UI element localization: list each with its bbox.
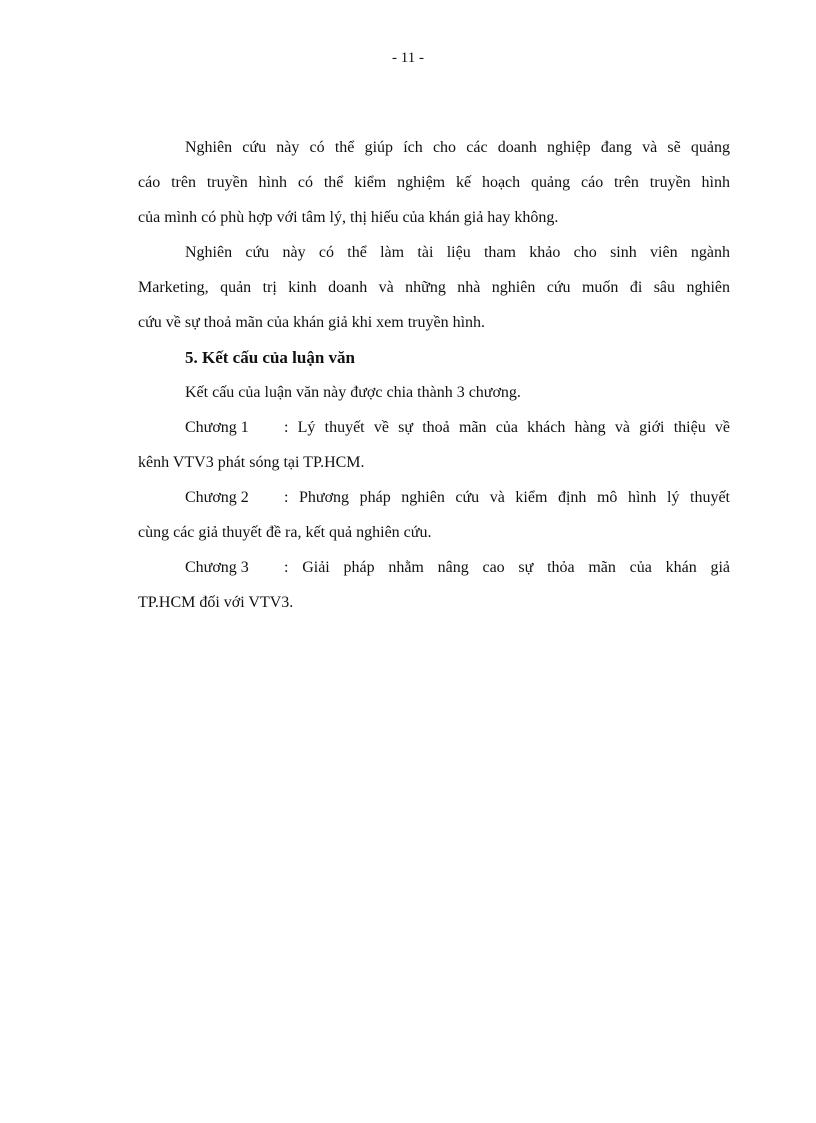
paragraph-line: của mình có phù hợp với tâm lý, thị hiếu của khán giả hay không.	[138, 209, 559, 226]
paragraph-line: Nghiên cứu này có thể giúp ích cho các doanh nghiệp đang và sẽ quảng	[185, 139, 730, 156]
section-intro: Kết cấu của luận văn này được chia thành 3 chương.	[185, 384, 521, 401]
paragraph-line: cáo trên truyền hình có thể kiểm nghiệm kế hoạch quảng cáo trên truyền hình	[138, 174, 730, 191]
section-heading: 5. Kết cấu của luận văn	[185, 348, 356, 367]
chapter-label: Chương 3	[185, 559, 249, 576]
chapter-description-continued: TP.HCM đối với VTV3.	[138, 594, 294, 611]
document-body	[138, 130, 730, 620]
chapter-item-1	[138, 410, 730, 480]
paragraph-line: Marketing, quản trị kinh doanh và những nhà nghiên cứu muốn đi sâu nghiên	[138, 279, 730, 296]
page-number: - 11 -	[392, 50, 424, 66]
chapter-item-2	[138, 480, 730, 550]
chapter-description-continued: cùng các giả thuyết đề ra, kết quả nghiên cứu.	[138, 524, 432, 541]
paragraph-line: cứu về sự thoả mãn của khán giả khi xem truyền hình.	[138, 314, 486, 331]
chapter-label: Chương 2	[185, 489, 249, 506]
chapter-label: Chương 1	[185, 419, 249, 436]
chapter-description: : Giải pháp nhằm nâng cao sự thỏa mãn của khán giả	[284, 559, 730, 576]
chapter-item-3	[138, 550, 730, 620]
chapter-description: : Lý thuyết về sự thoả mãn của khách hàng và giới thiệu về	[284, 419, 730, 436]
paragraph-purpose-businesses	[138, 130, 730, 235]
chapter-description: : Phương pháp nghiên cứu và kiểm định mô hình lý thuyết	[284, 489, 730, 506]
paragraph-purpose-students	[138, 235, 730, 340]
chapter-description-continued: kênh VTV3 phát sóng tại TP.HCM.	[138, 454, 365, 471]
paragraph-line: Nghiên cứu này có thể làm tài liệu tham khảo cho sinh viên ngành	[185, 244, 730, 261]
